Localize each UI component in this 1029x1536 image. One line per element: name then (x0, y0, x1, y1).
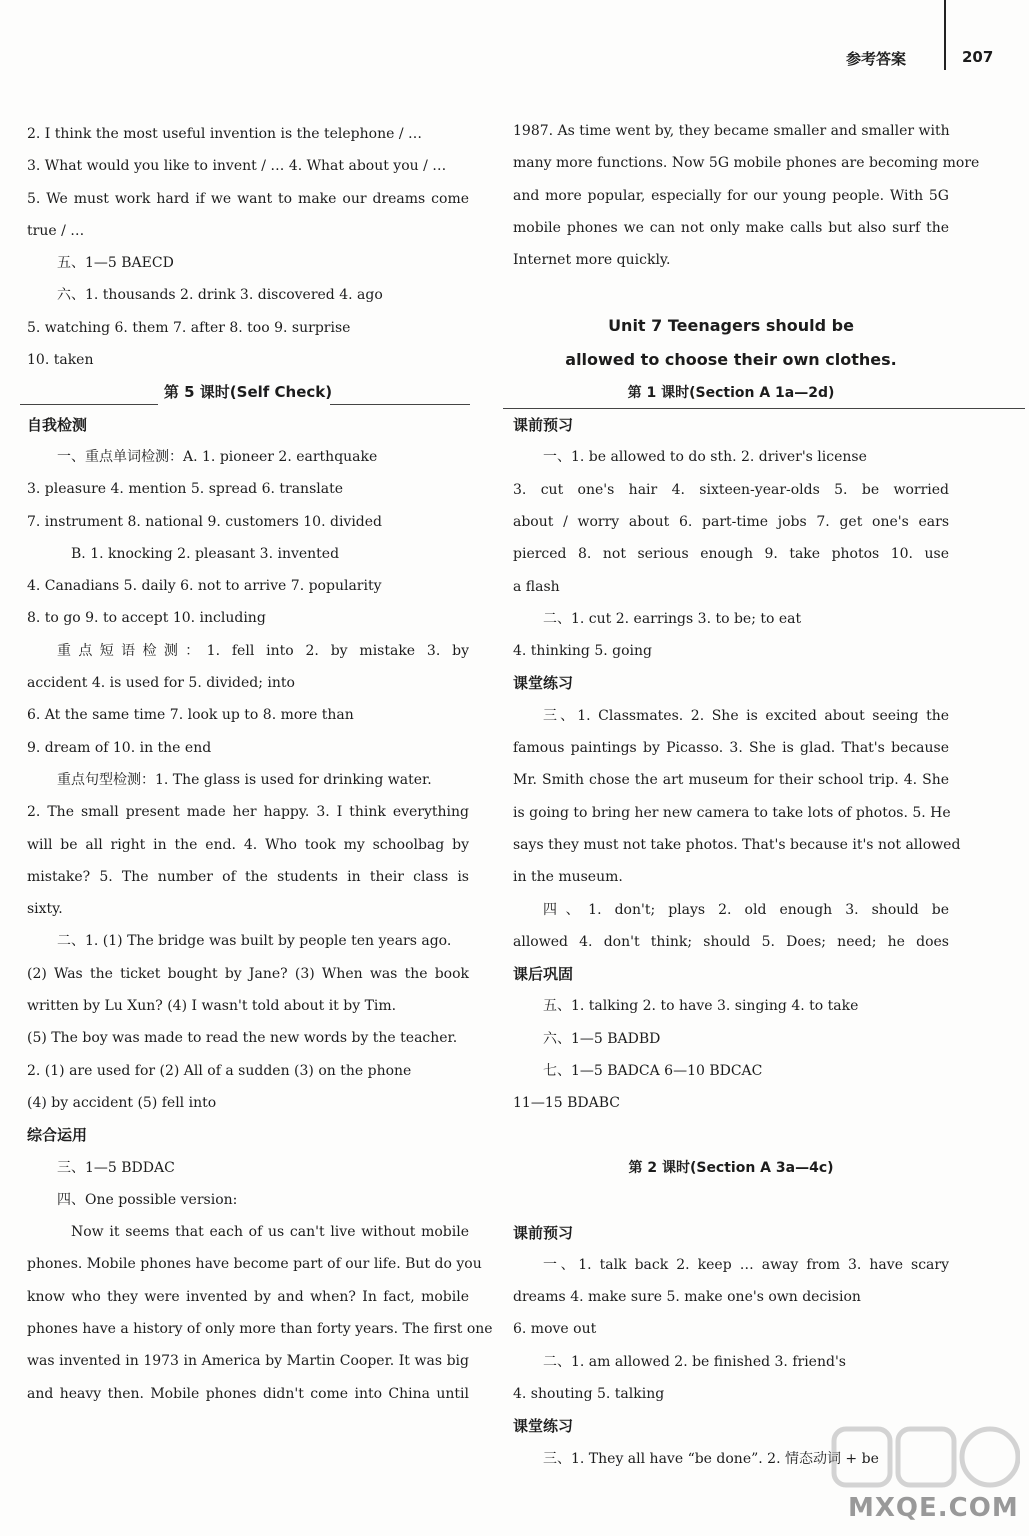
text-line: dreams 4. make sure 5. make one's own decision (513, 1289, 861, 1306)
text-line: pierced 8. not serious enough 9. take photos 10. use (513, 546, 949, 563)
text-line: 4. Canadians 5. daily 6. not to arrive 7. popularity (27, 578, 382, 595)
text-line: will be all right in the end. 4. Who took my schoolbag by (27, 836, 469, 853)
text-line: 2. The small present made her happy. 3. I think everything (27, 804, 469, 821)
text-line: 8. to go 9. to accept 10. including (27, 610, 266, 627)
page-number: 207 (962, 48, 994, 66)
text-line: 重点句型检测：1. The glass is used for drinking water. (57, 771, 432, 788)
text-line: was invented in 1973 in America by Martin Cooper. It was big (27, 1353, 469, 1370)
section-heading: 自我检测 (27, 415, 88, 434)
spacer (513, 1120, 949, 1152)
text-line: and more popular, especially for our young people. With 5G (513, 187, 949, 204)
text-line: 3. cut one's hair 4. sixteen-year-olds 5. be worried (513, 481, 949, 498)
section-heading: 课前预习 (513, 416, 574, 435)
text-line: is going to bring her new camera to take lots of photos. 5. He (513, 804, 951, 821)
text-line: 6. At the same time 7. look up to 8. more than (27, 707, 354, 724)
text-line: 5. watching 6. them 7. after 8. too 9. surprise (27, 319, 351, 336)
page-header-title: 参考答案 (846, 50, 907, 68)
section-heading: 课堂练习 (513, 1417, 574, 1436)
left-column (27, 118, 493, 1410)
text-line: says they must not take photos. That's because it's not allowed (513, 836, 961, 853)
spacer (513, 276, 949, 308)
text-line: (4) by accident (5) fell into (27, 1094, 217, 1111)
text-line: accident 4. is used for 5. divided; into (27, 675, 295, 692)
text-line: (5) The boy was made to read the new words by the teacher. (27, 1030, 458, 1047)
text-line: 11—15 BDABC (513, 1095, 620, 1112)
text-line: and heavy then. Mobile phones didn't come into China until (27, 1385, 469, 1402)
text-line: 5. We must work hard if we want to make our dreams come (27, 190, 469, 207)
unit-title: allowed to choose their own clothes. (565, 349, 897, 369)
text-line: many more functions. Now 5G mobile phones are becoming more (513, 155, 980, 172)
text-line: 六、1. thousands 2. drink 3. discovered 4. ago (57, 287, 383, 304)
text-line: 二、1. (1) The bridge was built by people ten years ago. (57, 933, 452, 950)
text-line: 9. dream of 10. in the end (27, 739, 212, 756)
text-line: a flash (513, 578, 560, 595)
text-line: 三、1—5 BDDAC (57, 1159, 175, 1176)
section-rule-right (503, 408, 1025, 409)
text-line: know who they were invented by and when? In fact, mobile (27, 1288, 469, 1305)
text-line: allowed 4. don't think; should 5. Does; need; he does (513, 933, 949, 950)
text-line: 重点短语检测：1. fell into 2. by mistake 3. by (57, 642, 469, 659)
text-line: 3. What would you like to invent / … 4. What about you / … (27, 158, 447, 175)
text-line: 一、1. talk back 2. keep … away from 3. have scary (543, 1256, 949, 1273)
text-line: 4. shouting 5. talking (513, 1385, 665, 1402)
text-line: Internet more quickly. (513, 252, 671, 269)
text-line: 10. taken (27, 352, 94, 369)
text-line: true / … (27, 222, 85, 239)
text-line: 3. pleasure 4. mention 5. spread 6. translate (27, 481, 343, 498)
text-line: 五、1. talking 2. to have 3. singing 4. to take (543, 998, 859, 1015)
text-line: 二、1. am allowed 2. be finished 3. friend's (543, 1353, 846, 1370)
section-rule-left-b (330, 404, 470, 405)
section-heading: 综合运用 (27, 1126, 88, 1145)
text-line: 一、1. be allowed to do sth. 2. driver's license (543, 449, 867, 466)
text-line: phones have a history of only more than forty years. The first one (27, 1320, 493, 1337)
section-heading: 课堂练习 (513, 674, 574, 693)
text-line: 2. I think the most useful invention is the telephone / … (27, 126, 423, 142)
text-line: famous paintings by Picasso. 3. She is glad. That's because (513, 740, 949, 757)
spacer (513, 1184, 949, 1216)
text-line: 2. (1) are used for (2) All of a sudden (3) on the phone (27, 1062, 412, 1079)
unit-title: Unit 7 Teenagers should be (608, 315, 854, 335)
text-line: 四、1. don't; plays 2. old enough 3. should be (543, 901, 949, 918)
lesson-heading: 第 5 课时(Self Check) (163, 383, 333, 402)
section-heading: 课后巩固 (513, 965, 574, 984)
text-line: B. 1. knocking 2. pleasant 3. invented (71, 545, 340, 562)
text-line: 六、1—5 BADBD (543, 1030, 661, 1047)
text-line: 1987. As time went by, they became smaller and smaller with (513, 123, 950, 139)
text-line: 6. move out (513, 1321, 597, 1338)
text-line: written by Lu Xun? (4) I wasn't told about it by Tim. (27, 998, 397, 1015)
text-line: 7. instrument 8. national 9. customers 10. divided (27, 513, 383, 530)
text-line: Mr. Smith chose the art museum for their school trip. 4. She (513, 772, 949, 789)
section-rule-left (20, 404, 158, 405)
text-line: 一、重点单词检测：A. 1. pioneer 2. earthquake (57, 448, 378, 465)
text-line: 四、One possible version: (57, 1191, 238, 1208)
text-line: 4. thinking 5. going (513, 643, 652, 660)
section-heading: 课前预习 (513, 1223, 574, 1242)
text-line: mistake? 5. The number of the students in their class is (27, 868, 469, 885)
text-line: in the museum. (513, 869, 623, 886)
text-line: sixty. (27, 901, 63, 918)
text-line: 三、1. Classmates. 2. She is excited about seeing the (543, 707, 949, 724)
text-line: 五、1—5 BAECD (57, 255, 174, 272)
text-line: 三、1. They all have “be done”. 2. 情态动词 + be (543, 1450, 879, 1467)
text-line: 七、1—5 BADCA 6—10 BDCAC (543, 1063, 763, 1080)
header-divider (944, 0, 946, 70)
watermark-text: MXQE.COM (848, 1493, 1019, 1523)
text-line: Now it seems that each of us can't live without mobile (71, 1224, 469, 1241)
text-line: 二、1. cut 2. earrings 3. to be; to eat (543, 610, 802, 627)
text-line: about / worry about 6. part-time jobs 7. get one's ears (513, 513, 949, 530)
text-line: phones. Mobile phones have become part of our life. But do you (27, 1256, 482, 1273)
lesson-heading: 第 2 课时(Section A 3a—4c) (628, 1159, 834, 1176)
lesson-heading: 第 1 课时(Section A 1a—2d) (627, 384, 835, 401)
text-line: mobile phones we can not only make calls but also surf the (513, 219, 949, 236)
right-column (513, 115, 980, 1475)
text-line: (2) Was the ticket bought by Jane? (3) When was the book (27, 965, 469, 982)
